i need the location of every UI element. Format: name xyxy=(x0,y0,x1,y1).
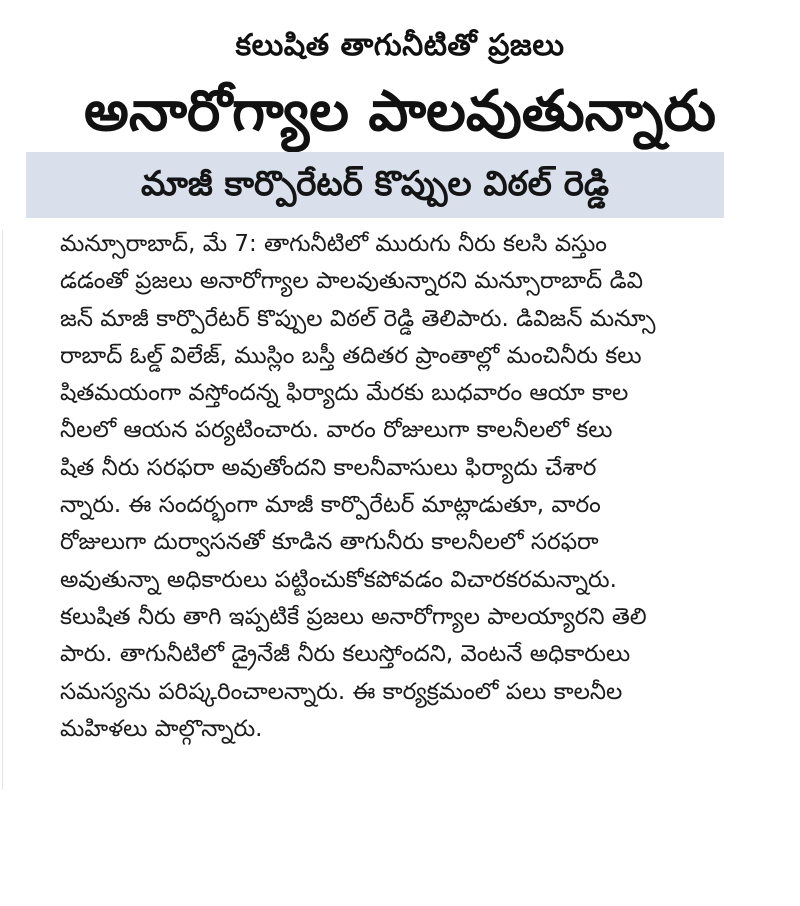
body-line: కలుషిత నీరు తాగి ఇప్పటికే ప్రజలు అనారోగ్యాల పాలయ్యారని తెలి xyxy=(60,603,647,630)
clipping-edge-rule xyxy=(2,230,3,790)
body-line: సమస్యను పరిష్కరించాలన్నారు. ఈ కార్యక్రమంలో పలు కాలనీల xyxy=(60,678,623,705)
body-line: రాబాద్ ఓల్డ్ విలేజ్, ముస్లిం బస్తీ తదితర ప్రాంతాల్లో మంచినీరు కలు xyxy=(60,342,642,369)
subheadline-band xyxy=(26,152,724,218)
article-kicker: కలుషిత తాగునీటితో ప్రజలు xyxy=(235,28,565,63)
cut-off-previous-line xyxy=(30,0,670,9)
body-line: షిత నీరు సరఫరా అవుతోందని కాలనీవాసులు ఫిర్యాదు చేశార xyxy=(60,454,597,481)
article-body xyxy=(60,226,730,748)
body-line: రోజులుగా దుర్వాసనతో కూడిన తాగునీరు కాలనీలలో సరఫరా xyxy=(60,529,599,556)
body-line: జన్ మాజీ కార్పొరేటర్ కొప్పుల విఠల్ రెడ్డి తెలిపారు. డివిజన్ మన్సూ xyxy=(60,305,656,332)
body-line: డడంతో ప్రజలు అనారోగ్యాల పాలవుతున్నారని మన్సూరాబాద్ డివి xyxy=(60,268,643,295)
body-line: అవుతున్నా అధికారులు పట్టించుకోకపోవడం విచారకరమన్నారు. xyxy=(60,566,617,593)
article-headline: అనారోగ్యాల పాలవుతున్నారు xyxy=(84,79,716,144)
body-line: మన్సూరాబాద్, మే 7: తాగునీటిలో మురుగు నీరు కలసి వస్తుం xyxy=(60,231,607,257)
body-line: పారు. తాగునీటిలో డ్రైనేజీ నీరు కలుస్తోందని, వెంటనే అధికారులు xyxy=(60,641,631,668)
body-line: షితమయంగా వస్తోందన్న ఫిర్యాదు మేరకు బుధవారం ఆయా కాల xyxy=(60,380,629,407)
article-subheadline: మాజీ కార్పొరేటర్ కొప్పుల విఠల్ రెడ్డి xyxy=(140,164,610,204)
body-line: న్నారు. ఈ సందర్భంగా మాజీ కార్పొరేటర్ మాట్లాడుతూ, వారం xyxy=(60,492,601,519)
body-line: మహిళలు పాల్గొన్నారు. xyxy=(60,715,263,742)
body-line: నీలలో ఆయన పర్యటించారు. వారం రోజులుగా కాలనీలలో కలు xyxy=(60,417,613,444)
